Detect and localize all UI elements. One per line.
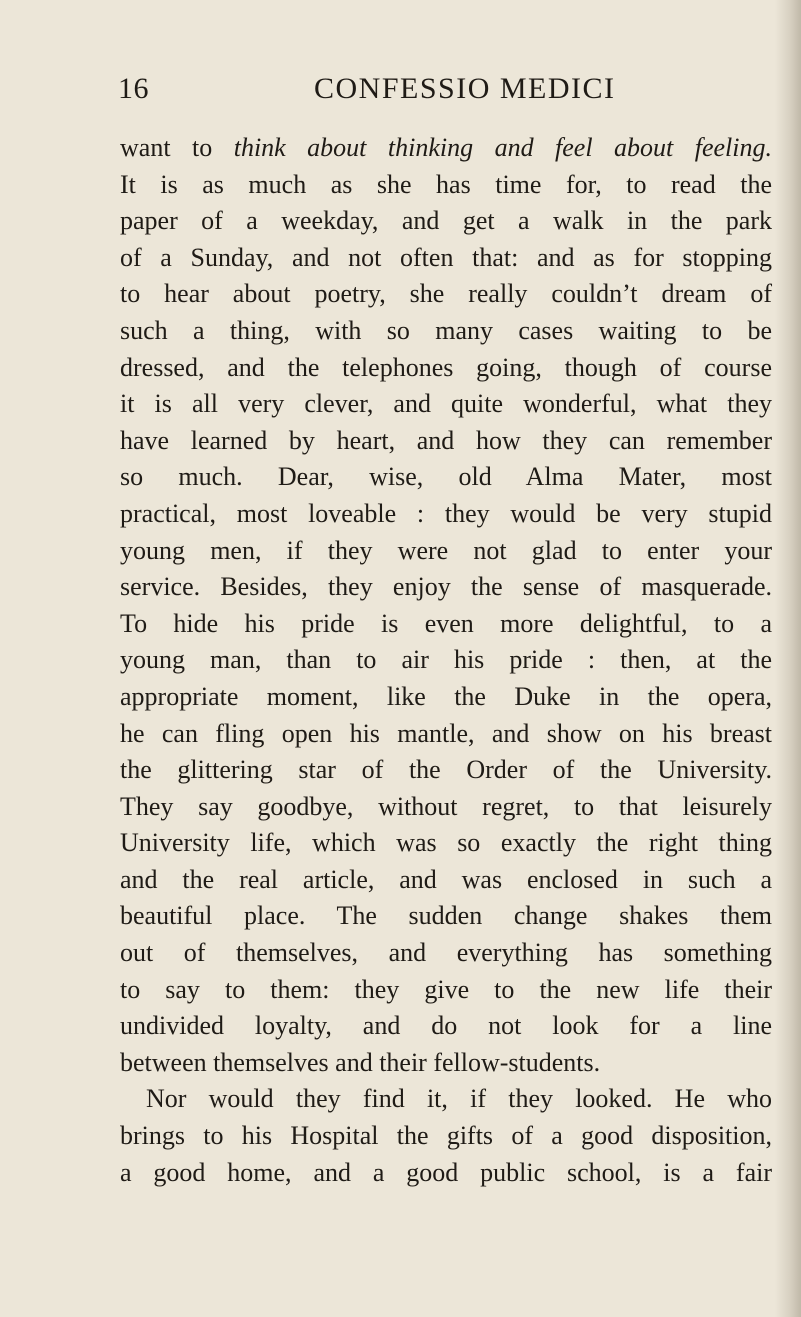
text-line: Nor would they find it, if they looked. He who	[146, 1084, 772, 1114]
text-line: dressed, and the telephones going, though of course	[120, 352, 772, 382]
running-title: CONFESSIO MEDICI	[314, 72, 616, 105]
text-line	[120, 130, 772, 167]
text-segment: want to	[120, 133, 234, 162]
text-line: such a thing, with so many cases waiting to be	[120, 315, 772, 345]
text-line: service. Besides, they enjoy the sense of masquerade.	[120, 572, 772, 602]
text-line: have learned by heart, and how they can remember	[120, 425, 772, 455]
text-line: young man, than to air his pride : then, at the	[120, 645, 772, 675]
italic-phrase: think about thinking and feel about feeling.	[233, 133, 772, 162]
text-line: so much. Dear, wise, old Alma Mater, most	[120, 462, 772, 492]
text-line: They say goodbye, without regret, to that leisurely	[120, 791, 772, 821]
text-line: to say to them: they give to the new life their	[120, 974, 772, 1004]
text-line: to hear about poetry, she really couldn’t dream of	[120, 279, 772, 309]
text-line: To hide his pride is even more delightful, to a	[120, 608, 772, 638]
text-line: of a Sunday, and not often that: and as for stopping	[120, 242, 772, 272]
text-line: between themselves and their fellow-students.	[120, 1047, 601, 1077]
text-line: he can fling open his mantle, and show on his breast	[120, 718, 772, 748]
text-line: beautiful place. The sudden change shakes them	[120, 901, 772, 931]
running-head	[0, 72, 801, 112]
text-line: It is as much as she has time for, to read the	[120, 169, 772, 199]
text-line: appropriate moment, like the Duke in the opera,	[120, 681, 772, 711]
text-line: undivided loyalty, and do not look for a line	[120, 1011, 772, 1041]
text-line: out of themselves, and everything has something	[120, 938, 772, 968]
body-text	[120, 130, 772, 1191]
text-line: practical, most loveable : they would be very stupid	[120, 498, 772, 528]
text-line: it is all very clever, and quite wonderful, what they	[120, 389, 772, 419]
page-number: 16	[118, 72, 149, 105]
text-line: University life, which was so exactly the right thing	[120, 828, 772, 858]
text-line: brings to his Hospital the gifts of a good disposition,	[120, 1121, 772, 1151]
text-line: young men, if they were not glad to enter your	[120, 535, 772, 565]
text-line: the glittering star of the Order of the University.	[120, 755, 772, 785]
text-line: and the real article, and was enclosed in such a	[120, 864, 772, 894]
text-line: paper of a weekday, and get a walk in the park	[120, 206, 772, 236]
text-line: a good home, and a good public school, is a fair	[120, 1157, 772, 1187]
